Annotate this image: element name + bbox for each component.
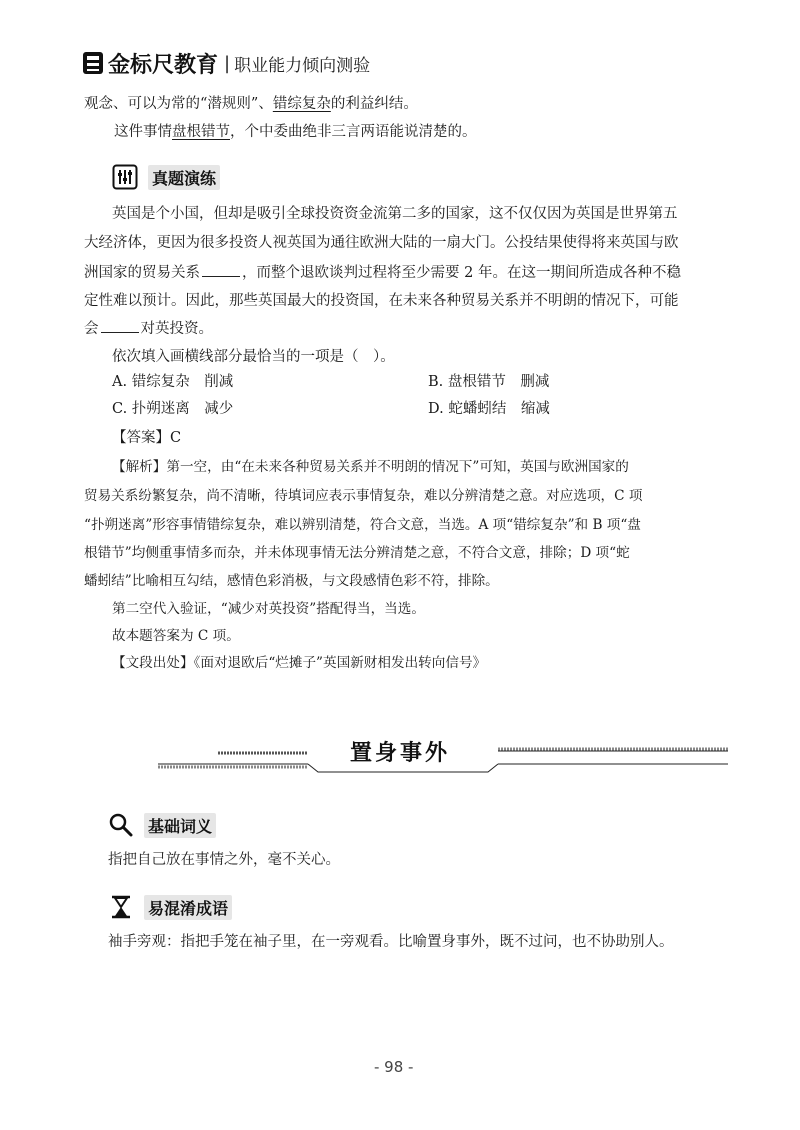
analysis-line-4: 根错节”均侧重事情多而杂，并未体现事情无法分辨清楚之意，不符合文意，排除；D 项“蛇 [84, 545, 630, 561]
header-subtitle: 职业能力倾向测验 [234, 55, 371, 76]
intro-text: 的利益纠结。 [330, 96, 418, 112]
passage-text: 洲国家的贸易关系 [84, 265, 200, 281]
intro-idiom: 错综复杂 [272, 96, 331, 112]
option-b: B. 盘根错节 删减 [428, 374, 550, 390]
basic-meaning-title: 基础词义 [144, 813, 216, 838]
intro-text: ，个中委曲绝非三言两语能说清楚的。 [230, 124, 477, 140]
analysis-line-1: 【解析】第一空，由“在未来各种贸易关系并不明朗的情况下”可知，英国与欧洲国家的 [112, 459, 629, 475]
confusable-header [108, 894, 232, 920]
answer: 【答案】C [112, 430, 182, 446]
intro-text: 这件事情 [114, 124, 172, 140]
brand-logo-icon [82, 51, 104, 75]
intro-text: 观念、可以为常的“潜规则”、 [84, 96, 273, 112]
practice-section-header [112, 164, 220, 190]
fill-blank-1 [202, 262, 240, 277]
option-a: A. 错综复杂 削减 [112, 374, 234, 390]
passage-text: 对英投资。 [140, 321, 213, 337]
passage-line-5 [84, 318, 213, 339]
idiom-title: 置身事外 [350, 741, 451, 766]
intro-idiom: 盘根错节 [172, 124, 230, 140]
confusable-text: 袖手旁观：指把手笼在袖子里，在一旁观看。比喻置身事外，既不过问，也不协助别人。 [108, 934, 674, 950]
passage-line-4: 定性难以预计。因此，那些英国最大的投资国，在未来各种贸易关系并不明朗的情况下，可能 [84, 293, 679, 309]
passage-text: ，而整个退欧谈判过程将至少需要 2 年。在这一期间所造成各种不稳 [242, 265, 681, 281]
passage-line-2: 大经济体，更因为很多投资人视英国为通往欧洲大陆的一扇大门。公投结果使得将来英国与欧 [84, 235, 679, 251]
brand-name: 金标尺教育 [108, 52, 219, 78]
passage-line-3 [84, 262, 681, 283]
passage-text: 会 [84, 321, 99, 337]
magnifier-icon [108, 812, 134, 838]
header-separator: | [224, 52, 231, 74]
hourglass-icon [108, 894, 134, 920]
question-stem: 依次填入画横线部分最恰当的一项是（ ）。 [112, 349, 395, 365]
conclusion: 故本题答案为 C 项。 [112, 628, 240, 644]
fill-blank-2 [101, 318, 139, 333]
analysis-line-3: “扑朔迷离”形容事情错综复杂，难以辨别清楚，符合文意，当选。A 项“错综复杂”和 B 项“盘 [84, 517, 641, 533]
analysis-line-5: 蟠蚓结”比喻相互勾结，感情色彩消极，与文段感情色彩不符，排除。 [84, 573, 499, 589]
sliders-icon [112, 164, 138, 190]
page-number: - 98 - [374, 1058, 414, 1076]
intro-line-2 [114, 122, 477, 142]
analysis-line-2: 贸易关系纷繁复杂，尚不清晰，待填词应表示事情复杂，难以分辨清楚之意。对应选项，C 项 [84, 488, 643, 504]
intro-line-1 [84, 94, 418, 114]
basic-meaning-text: 指把自己放在事情之外，毫不关心。 [108, 852, 340, 868]
passage-line-1: 英国是个小国，但却是吸引全球投资资金流第二多的国家，这不仅仅因为英国是世界第五 [112, 206, 678, 222]
basic-meaning-header [108, 812, 216, 838]
option-c: C. 扑朔迷离 减少 [112, 401, 234, 417]
confusable-title: 易混淆成语 [144, 895, 232, 920]
passage-source: 【文段出处】《面对退欧后“烂摊子”英国新财相发出转向信号》 [112, 655, 487, 671]
page-header [82, 48, 370, 78]
practice-title: 真题演练 [148, 165, 220, 190]
second-blank-note: 第二空代入验证，“减少对英投资”搭配得当，当选。 [112, 601, 425, 617]
option-d: D. 蛇蟠蚓结 缩减 [428, 401, 550, 417]
